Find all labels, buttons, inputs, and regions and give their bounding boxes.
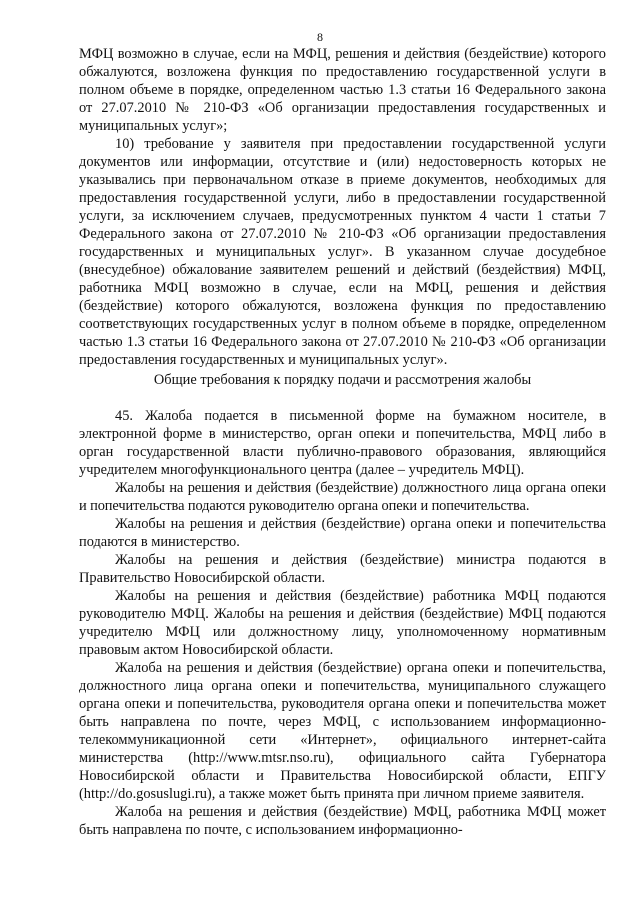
paragraph-continuation: МФЦ возможно в случае, если на МФЦ, решения и действия (бездействие) которого обжалуются, возложена функция по предоставлению государственной услуги в полном объеме в порядке, определенном частью 1.3 статьи 16 Федерального закона от 27.07.2010 № 210-ФЗ «Об организации предоставления государственных и муниципальных услуг»;	[79, 46, 606, 134]
paragraph-complaint-mfc: Жалобы на решения и действия (бездействие) работника МФЦ подаются руководителю МФЦ. Жалобы на решения и действия (бездействие) МФЦ подаются учредителю МФЦ или должностному лицу, уполномоченному нормативным правовым актом Новосибирской области.	[79, 588, 606, 658]
paragraph-45: 45. Жалоба подается в письменной форме на бумажном носителе, в электронной форме в министерство, орган опеки и попечительства, МФЦ либо в орган государственной власти публично-правового образования, являющийся учредителем многофункционального центра (далее – учредитель МФЦ).	[79, 408, 606, 478]
paragraph-complaint-channels: Жалоба на решения и действия (бездействие) органа опеки и попечительства, должностного лица органа опеки и попечительства, муниципального служащего органа опеки и попечительства, руководителя органа опеки и попечительства может быть направлена по почте, через МФЦ, с использованием информационно-телекоммуникационной сети «Интернет», официального интернет-сайта министерства (http://www.mtsr.nso.ru), официального сайта Губернатора Новосибирской области и Правительства Новосибирской области, ЕПГУ (http://do.gosuslugi.ru), а также может быть принята при личном приеме заявителя.	[79, 660, 606, 802]
paragraph-complaint-guardianship: Жалобы на решения и действия (бездействие) органа опеки и попечительства подаются в министерство.	[79, 516, 606, 550]
paragraph-complaint-mfc-channels: Жалоба на решения и действия (бездействие) МФЦ, работника МФЦ может быть направлена по почте, с использованием информационно-	[79, 804, 606, 838]
paragraph-complaint-minister: Жалобы на решения и действия (бездействие) министра подаются в Правительство Новосибирской области.	[79, 552, 606, 586]
page-number: 8	[317, 30, 323, 44]
document-body	[79, 45, 606, 839]
section-heading: Общие требования к порядку подачи и рассмотрения жалобы	[153, 372, 532, 388]
paragraph-item-10: 10) требование у заявителя при предоставлении государственной услуги документов или информации, отсутствие и (или) недостоверность которых не указывались при первоначальном отказе в приеме документов, необходимых для предоставления государственной услуги, либо в предоставлении государственной услуги, за исключением случаев, предусмотренных пунктом 4 части 1 статьи 7 Федерального закона от 27.07.2010 № 210-ФЗ «Об организации предоставления государственных и муниципальных услуг». В указанном случае досудебное (внесудебное) обжалование заявителем решений и действий (бездействия) МФЦ, работника МФЦ возможно в случае, если на МФЦ, решения и действия (бездействие) которого обжалуются, возложена функция по предоставлению соответствующих государственных услуг в полном объеме в порядке, определенном частью 1.3 статьи 16 Федерального закона от 27.07.2010 № 210-ФЗ «Об организации предоставления государственных и муниципальных услуг».	[79, 136, 606, 368]
paragraph-complaint-official: Жалобы на решения и действия (бездействие) должностного лица органа опеки и попечительства подаются руководителю органа опеки и попечительства.	[79, 480, 606, 514]
